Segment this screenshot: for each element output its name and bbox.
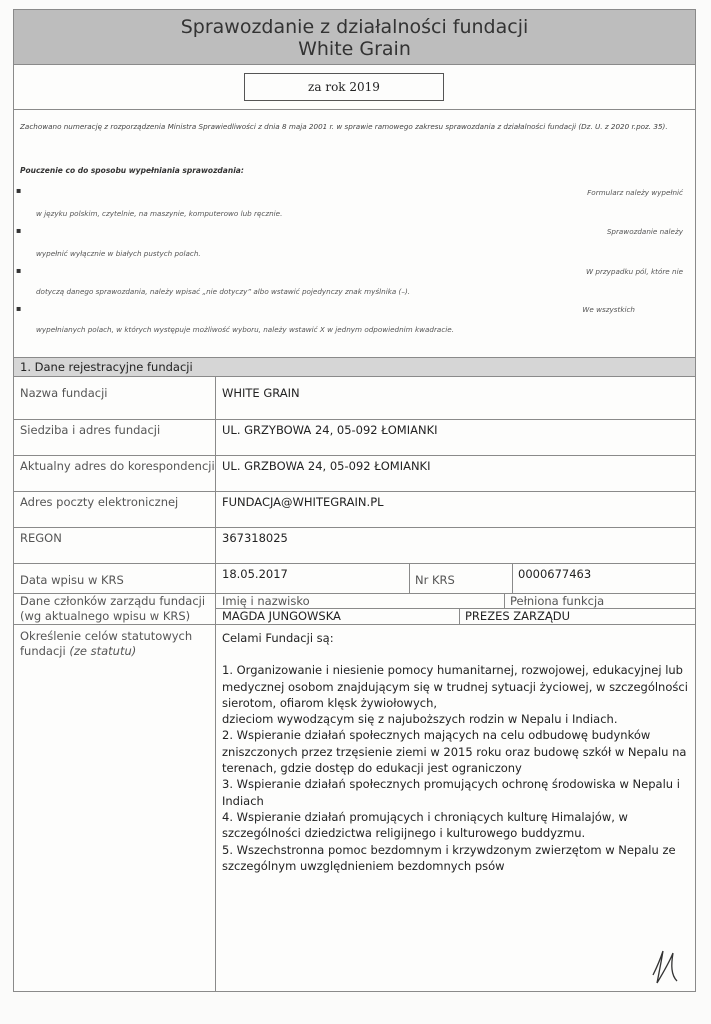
label-krs-date: Data wpisu w KRS (20, 573, 124, 587)
row-divider (14, 491, 695, 492)
row-divider (14, 624, 695, 625)
row-divider (14, 455, 695, 456)
bullet: ▪ (16, 186, 22, 195)
label-email: Adres poczty elektronicznej (20, 495, 179, 509)
board-member-name: MAGDA JUNGOWSKA (222, 609, 341, 623)
value-seat-address: UL. GRZYBOWA 24, 05-092 ŁOMIANKI (222, 423, 438, 437)
row-divider (14, 419, 695, 420)
label-goals-line2 (20, 644, 136, 659)
row-divider (14, 563, 695, 564)
initials-signature (647, 945, 687, 987)
value-correspondence-address: UL. GRZBOWA 24, 05-092 ŁOMIANKI (222, 459, 431, 473)
row-divider (14, 527, 695, 528)
value-regon: 367318025 (222, 531, 288, 545)
bullet: ▪ (16, 304, 22, 313)
krs-divider (409, 563, 410, 593)
instruction-2-right: Sprawozdanie należy (606, 227, 683, 236)
board-col-name: Imię i nazwisko (222, 594, 310, 608)
goal-item: 4. Wspieranie działań promujących i chroniących kulturę Himalajów, w szczególności dziedzictwa religijnego i kulturowego buddyzmu. (222, 809, 628, 841)
label-goals-line1: Określenie celów statutowych (20, 629, 193, 643)
label-board-line1: Dane członków zarządu fundacji (20, 594, 206, 608)
divider (14, 109, 695, 110)
value-foundation-name: WHITE GRAIN (222, 386, 300, 400)
label-board-line2: (wg aktualnego wpisu w KRS) (20, 609, 191, 623)
board-col-role: Pełniona funkcja (510, 594, 605, 608)
goal-item: 1. Organizowanie i niesienie pomocy humanitarnej, rozwojowej, edukacyjnej lub medycznej osobom znajdującym się w trudnej sytuacji życiowej, w szczególności sierotom, ofiarom klęsk żywiołowych, (222, 663, 688, 710)
spacer (222, 646, 692, 662)
instruction-4-left: wypełnianych polach, w których występuje możliwość wyboru, należy wstawić X w jednym odpowiednim kwadracie. (36, 325, 454, 334)
goal-item: 3. Wspieranie działań społecznych promujących ochronę środowiska w Nepalu i Indiach (222, 777, 680, 808)
column-divider (215, 377, 216, 991)
instructions-heading: Pouczenie co do sposobu wypełniania sprawozdania: (20, 166, 244, 175)
regulation-note: Zachowano numerację z rozporządzenia Ministra Sprawiedliwości z dnia 8 maja 2001 r. w sprawie ramowego zakresu sprawozdania z działalności fundacji (Dz. U. z 2020 r.poz. 35). (20, 122, 668, 131)
label-seat-address: Siedziba i adres fundacji (20, 423, 161, 437)
instruction-1-left: w języku polskim, czytelnie, na maszynie, komputerowo lub ręcznie. (36, 209, 283, 218)
value-krs-number: 0000677463 (518, 567, 592, 581)
goals-intro: Celami Fundacji są: (222, 631, 334, 645)
board-divider (504, 593, 505, 608)
goal-item: 5. Wszechstronna pomoc bezdomnym i krzywdzonym zwierzętom w Nepalu ze szczególnym uwzględnieniem bezdomnych psów (222, 842, 676, 873)
label-foundation-name: Nazwa fundacji (20, 386, 108, 400)
report-year-box: za rok 2019 (244, 73, 444, 101)
instruction-3-right: W przypadku pól, które nie (585, 267, 683, 276)
report-form (13, 9, 696, 992)
section-1-heading: 1. Dane rejestracyjne fundacji (14, 357, 695, 377)
label-krs-number: Nr KRS (415, 573, 455, 587)
label-goals-italic: (ze statutu) (69, 644, 137, 658)
value-krs-date: 18.05.2017 (222, 567, 288, 581)
bullet: ▪ (16, 266, 22, 275)
statutory-goals (222, 630, 692, 874)
board-divider (459, 608, 460, 624)
instruction-1-right: Formularz należy wypełnić (587, 188, 683, 197)
instruction-3-left: dotyczą danego sprawozdania, należy wpisać „nie dotyczy” albo wstawić pojedynczy znak myślnika (–). (36, 287, 411, 296)
label-correspondence-address: Aktualny adres do korespondencji (20, 459, 215, 473)
krs-divider (512, 563, 513, 593)
label-goals-plain: fundacji (20, 644, 70, 658)
goal-item: dzieciom wywodzącym się z najuboższych rodzin w Nepalu i Indiach. (222, 712, 618, 727)
label-regon: REGON (20, 531, 62, 545)
instruction-4-right: We wszystkich (582, 305, 635, 314)
value-email: FUNDACJA@WHITEGRAIN.PL (222, 495, 384, 509)
form-header (14, 10, 695, 65)
instruction-2-left: wypełnić wyłącznie w białych pustych polach. (36, 249, 201, 258)
goal-item: 2. Wspieranie działań społecznych mających na celu odbudowę budynków zniszczonych przez trzęsienie ziemi w 2015 roku oraz budowę szkół w Nepalu na terenach, gdzie dostęp do edukacji jest ograniczony (222, 728, 687, 776)
bullet: ▪ (16, 226, 22, 235)
form-title: Sprawozdanie z działalności fundacji (180, 16, 529, 38)
board-member-role: PREZES ZARZĄDU (465, 609, 571, 623)
foundation-name-title: White Grain (298, 38, 411, 60)
